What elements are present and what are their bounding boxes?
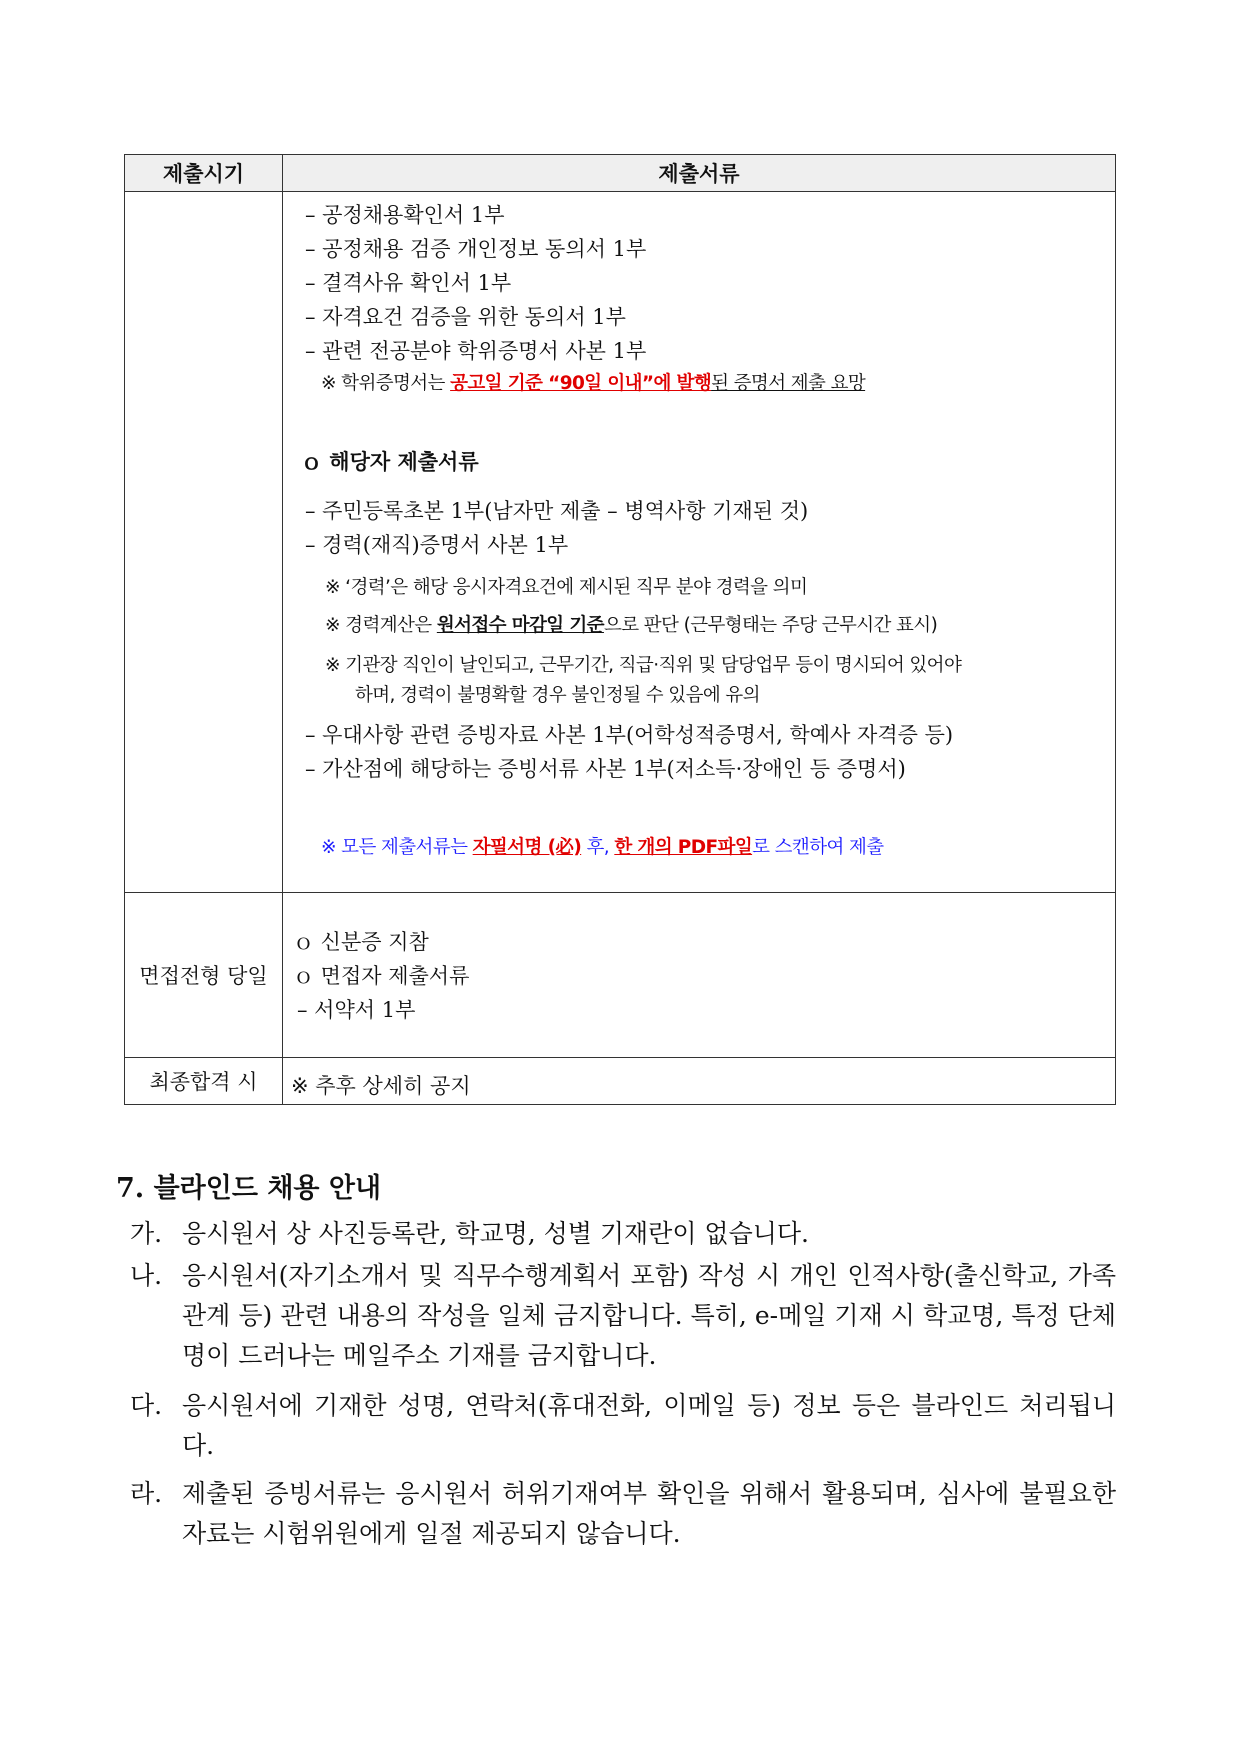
note-text: ※ 모든 제출서류는 <box>321 837 473 858</box>
paragraph-text: 응시원서에 기재한 성명, 연락처(휴대전화, 이메일 등) 정보 등은 블라인드 처리됩니다. <box>182 1391 1116 1460</box>
note-text: 로 스캔하여 제출 <box>752 837 884 858</box>
header-documents: 제출서류 <box>283 155 1116 192</box>
list-item: ｏ 신분증 지참 <box>293 930 429 954</box>
list-item: ｏ 면접자 제출서류 <box>293 964 470 988</box>
period-cell: 최종합격 시 <box>125 1058 283 1105</box>
list-item: – 경력(재직)증명서 사본 1부 <box>305 533 569 557</box>
career-note: ※ 기관장 직인이 날인되고, 근무기간, 직급·직위 및 담당업무 등이 명시되어 있어야 <box>325 655 962 676</box>
note-text: 된 증명서 제출 요망 <box>711 373 866 394</box>
paragraph-text: 제출된 증빙서류는 응시원서 허위기재여부 확인을 위해서 활용되며, 심사에 불필요한 자료는 시험위원에게 일절 제공되지 않습니다. <box>182 1479 1116 1548</box>
career-note: ※ ‘경력’은 해당 응시자격요건에 제시된 직무 분야 경력을 의미 <box>325 577 808 598</box>
note-emphasis: 자필서명 (必) <box>472 837 582 858</box>
paragraph <box>130 1256 1116 1376</box>
paragraph-marker: 라. <box>130 1479 163 1508</box>
list-item: – 결격사유 확인서 1부 <box>305 271 512 295</box>
table-row <box>125 192 1116 893</box>
degree-note <box>321 372 865 396</box>
list-item: – 관련 전공분야 학위증명서 사본 1부 <box>305 339 647 363</box>
table-header-row <box>125 155 1116 192</box>
table-row <box>125 1058 1116 1105</box>
list-item: – 공정채용확인서 1부 <box>305 203 505 227</box>
submission-table <box>124 154 1116 1105</box>
list-item: – 공정채용 검증 개인정보 동의서 1부 <box>305 237 647 261</box>
paragraph-marker: 나. <box>130 1261 163 1290</box>
section-title: 7. 블라인드 채용 안내 <box>116 1173 382 1204</box>
list-item: – 자격요건 검증을 위한 동의서 1부 <box>305 305 626 329</box>
list-item: – 가산점에 해당하는 증빙서류 사본 1부(저소득·장애인 등 증명서) <box>305 757 906 781</box>
note-emphasis: 원서접수 마감일 기준 <box>436 615 604 636</box>
career-note <box>325 614 937 638</box>
paragraph-text: 응시원서(자기소개서 및 직무수행계획서 포함) 작성 시 개인 인적사항(출신학교, 가족관계 등) 관련 내용의 작성을 일체 금지합니다. 특히, e-메일 기재 시 학교명, 특정 단체명이 드러나는 메일주소 기재를 금지합니다. <box>182 1261 1116 1370</box>
documents-cell <box>283 192 1116 893</box>
period-cell <box>125 192 283 893</box>
paragraph-marker: 가. <box>130 1219 163 1248</box>
period-cell: 면접전형 당일 <box>125 893 283 1058</box>
note-text: 후, <box>581 837 615 858</box>
note-emphasis: 공고일 기준 “90일 이내”에 발행 <box>450 373 712 394</box>
note-emphasis: 한 개의 PDF파일 <box>614 837 753 858</box>
note-text: ※ 경력계산은 <box>325 615 437 636</box>
list-item: – 우대사항 관련 증빙자료 사본 1부(어학성적증명서, 학예사 자격증 등) <box>305 723 954 747</box>
note-text: 으로 판단 (근무형태는 주당 근무시간 표시) <box>603 615 938 636</box>
documents-cell <box>283 893 1116 1058</box>
note-text: ※ 학위증명서는 <box>321 373 451 394</box>
paragraph <box>130 1214 1116 1254</box>
list-item: – 서약서 1부 <box>297 998 416 1022</box>
paragraph-text: 응시원서 상 사진등록란, 학교명, 성별 기재란이 없습니다. <box>182 1219 809 1248</box>
list-item: – 주민등록초본 1부(남자만 제출 – 병역사항 기재된 것) <box>305 499 809 523</box>
paragraph-marker: 다. <box>130 1391 163 1420</box>
paragraph <box>130 1474 1116 1554</box>
career-note-continued: 하며, 경력이 불명확할 경우 불인정될 수 있음에 유의 <box>355 685 760 706</box>
header-period: 제출시기 <box>125 155 283 192</box>
paragraph <box>130 1386 1116 1466</box>
table-row <box>125 893 1116 1058</box>
subheading: ｏ 해당자 제출서류 <box>301 450 479 474</box>
documents-cell: ※ 추후 상세히 공지 <box>283 1058 1116 1105</box>
final-submission-note <box>321 836 884 860</box>
